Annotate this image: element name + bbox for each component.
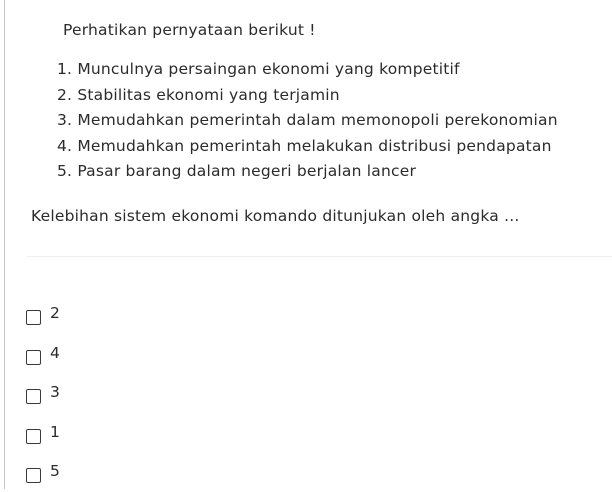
statement-item: 3. Memudahkan pemerintah dalam memonopoli perekonomian [57,111,558,129]
checkbox-icon[interactable] [26,389,41,404]
left-border [4,0,5,489]
answer-option-4[interactable] [26,334,60,374]
checkbox-icon[interactable] [26,350,41,365]
answer-option-5[interactable] [26,452,60,492]
answer-option-label: 3 [50,383,60,402]
statement-item: 1. Munculnya persaingan ekonomi yang kompetitif [57,60,460,78]
checkbox-icon[interactable] [26,310,41,325]
answer-options [26,294,60,492]
answer-option-1[interactable] [26,413,60,453]
statement-item: 4. Memudahkan pemerintah melakukan distribusi pendapatan [57,136,552,155]
statement-item: 5. Pasar barang dalam negeri berjalan lancer [57,162,417,180]
checkbox-icon[interactable] [26,468,41,483]
question-text: Kelebihan sistem ekonomi komando ditunjukan oleh angka ... [31,207,520,225]
answer-option-3[interactable] [26,373,60,413]
intro-text: Perhatikan pernyataan berikut ! [63,21,316,39]
checkbox-icon[interactable] [26,429,41,444]
statement-item: 2. Stabilitas ekonomi yang terjamin [57,85,340,104]
answer-option-label: 5 [50,462,60,481]
answer-option-label: 4 [50,343,60,362]
answer-option-label: 1 [50,422,60,441]
statement-list [57,57,558,185]
divider [27,256,612,257]
answer-option-label: 2 [50,304,60,323]
answer-option-2[interactable] [26,294,60,334]
